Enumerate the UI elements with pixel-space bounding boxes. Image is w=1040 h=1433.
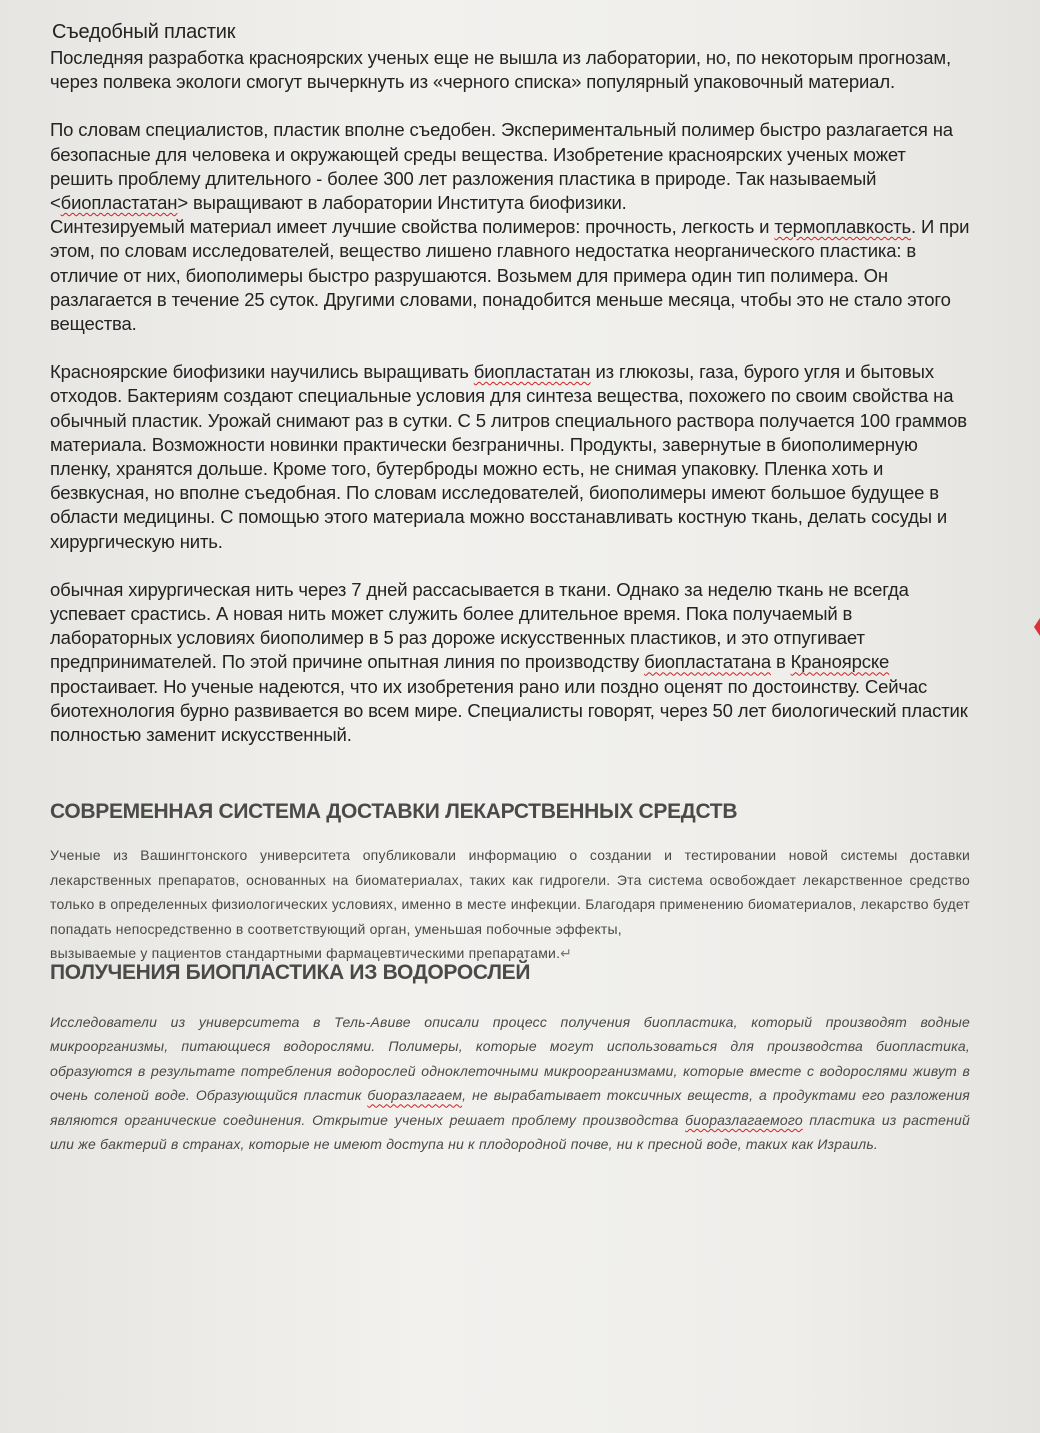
spellcheck-word: биоразлагаем [367,1087,463,1104]
article-paragraph-4: Красноярские биофизики научились выращивать биопластатан из глюкозы, газа, бурого угля и бытовых отходов. Бактериям создают специальные условия для синтеза вещества, похожего по своим свойства на обычный пластик. Урожай снимают раз в сутки. С 5 литров специального раствора получается 100 граммов материала. Возможности новинки практически безграничны. Продукты, завернутые в биополимерную пленку, хранятся дольше. Кроме того, бутерброды можно есть, не снимая упаковку. Пленка хоть и безвкусная, но вполне съедобная. По словам исследователей, биополимеры имеют большое будущее в области медицины. С помощью этого материала можно восстанавливать костную ткань, делать сосуды и хирургическую нить. [50,361,967,552]
section-heading-algae-bioplastic: ПОЛУЧЕНИЯ БИОПЛАСТИКА ИЗ ВОДОРОСЛЕЙ [50,960,531,984]
paragraph-mark-icon: ↵ [560,945,573,962]
article-title: Съедобный пластик [52,21,236,43]
margin-marker-icon [1034,618,1040,636]
spellcheck-word: термоплавкость [774,216,911,238]
article-paragraph-5: обычная хирургическая нить через 7 дней рассасывается в ткани. Однако за неделю ткань не всегда успевает срастись. А новая нить может служить более длительное время. Пока получаемый в лабораторных условиях биополимер в 5 раз дороже искусственных пластиков, и это отпугивает предпринимателей. По этой причине опытная линия по производству биопластатана в Краноярске простаивает. Но ученые надеются, что их изобретения рано или поздно оценят по достоинству. Сейчас биотехнология бурно развивается во всем мире. Специалисты говорят, через 50 лет биологический пластик полностью заменит искусственный. [50,578,968,746]
spellcheck-word: биопластатан [473,361,591,383]
drug-delivery-paragraph: Ученые из Вашингтонского университета опубликовали информацию о создании и тестировании новой системы доставки лекарственных препаратов, основанных на биоматериалах, таких как гидрогели. Эта система освобождает лекарственное средство только в определенных физиологических условиях, именно в месте инфекции. Благодаря применению биоматериалов, лекарство будет попадать непосредственно в соответствующий орган, уменьшая побочные эффекты, [50,847,970,937]
spellcheck-word: биопластатана [644,651,771,673]
drug-delivery-last-line: вызываемые у пациентов стандартными фармацевтическими препаратами.↵ [50,945,573,962]
spellcheck-word: Краноярске [790,651,890,673]
article-paragraph-1: Последняя разработка красноярских ученых еще не вышла из лаборатории, но, по некоторым прогнозам, через полвека экологи смогут вычеркнуть из «черного списка» популярный упаковочный материал. [50,47,951,93]
article-paragraph-2: По словам специалистов, пластик вполне съедобен. Экспериментальный полимер быстро разлагается на безопасные для человека и окружающей среды вещества. Изобретение красноярских ученых может решить проблему длительного - более 300 лет разложения пластика в природе. Так называемый <биопластатан> выращивают в лаборатории Института биофизики. [50,119,953,214]
spellcheck-word: биоразлагаемого [685,1111,803,1128]
section-heading-drug-delivery: СОВРЕМЕННАЯ СИСТЕМА ДОСТАВКИ ЛЕКАРСТВЕННЫХ СРЕДСТВ [50,800,738,824]
algae-bioplastic-paragraph: Исследователи из университета в Тель-Авиве описали процесс получения биопластика, который производят водные микроорганизмы, питающиеся водорослями. Полимеры, которые могут использоваться для производства биопластика, образуются в результате потребления водорослей одноклеточными микроорганизмами, которые вместе с водорослями живут в очень соленой воде. Образующийся пластик биоразлагаем, не вырабатывает токсичных веществ, а продуктами его разложения являются органические соединения. Открытие ученых решает проблему производства биоразлагаемого пластика из растений или же бактерий в странах, которые не имеют доступа ни к плодородной почве, ни к пресной воде, таких как Израиль. [50,1013,970,1153]
article-paragraph-3: Синтезируемый материал имеет лучшие свойства полимеров: прочность, легкость и термоплавкость. И при этом, по словам исследователей, вещество лишено главного недостатка неорганического пластика: в отличие от них, биополимеры быстро разрушаются. Возьмем для примера один тип полимера. Он разлагается в течение 25 суток. Другими словами, понадобится меньше месяца, чтобы это не стало этого вещества. [50,216,970,335]
spellcheck-word: биопластатан [60,192,178,214]
